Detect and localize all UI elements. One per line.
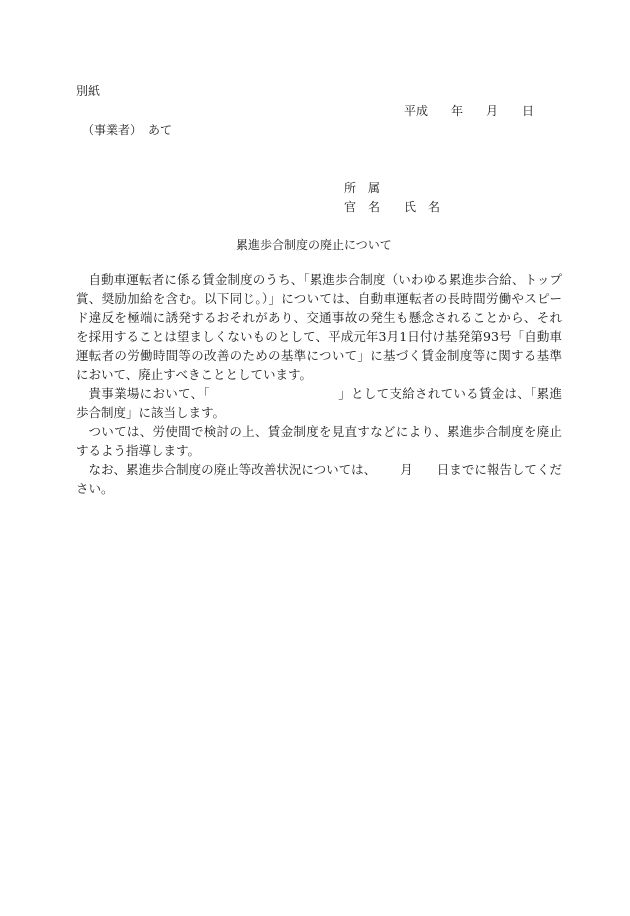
date-era: 平成 [404,104,429,118]
paragraph-3: ついては、労使間で検討の上、賃金制度を見直すなどにより、累進歩合制度を廃止するよう指導します。 [76,424,562,458]
paragraph-2 [76,384,562,422]
paragraph-2-lead: 貴事業場において、「 [88,386,210,401]
paragraph-1: 自動車運転者に係る賃金制度のうち、「累進歩合制度（いわゆる累進歩合給、トップ賞、奨励加給を含む。以下同じ。）」については、自動車運転者の長時間労働やスピード違反を極端に誘発するおそれがあり、交通事故の発生も懸念されることから、それを採用することは望ましくないものとして、平成元年3月1日付け基発第93号「自動車運転者の労働時間等の改善のための基準について」に基づく賃金制度等に関する基準において、廃止すべきこととしています。 [76,272,562,382]
letter-body [76,270,562,498]
date-month-unit: 月 [486,104,499,118]
attachment-label: 別紙 [76,84,101,98]
paragraph-2-tail: 」として支給されている賃金は、「累進歩合制度」に該当します。 [76,386,562,420]
date-day-unit: 日 [522,104,535,118]
paragraph-4-month: 月 [400,462,413,477]
sender-title: 官 名 [344,200,381,214]
document-title: 累進歩合制度の廃止について [236,238,392,252]
sender-affiliation: 所 属 [344,181,381,195]
paragraph-4-tail: 日までに報告してください。 [76,462,562,496]
date-year-unit: 年 [451,104,464,118]
sender-name: 氏 名 [404,200,441,214]
paragraph-4 [76,460,562,498]
paragraph-4-lead: なお、累進歩合制度の廃止等改善状況については、 [88,462,377,477]
addressee: （事業者） あて [82,123,173,137]
